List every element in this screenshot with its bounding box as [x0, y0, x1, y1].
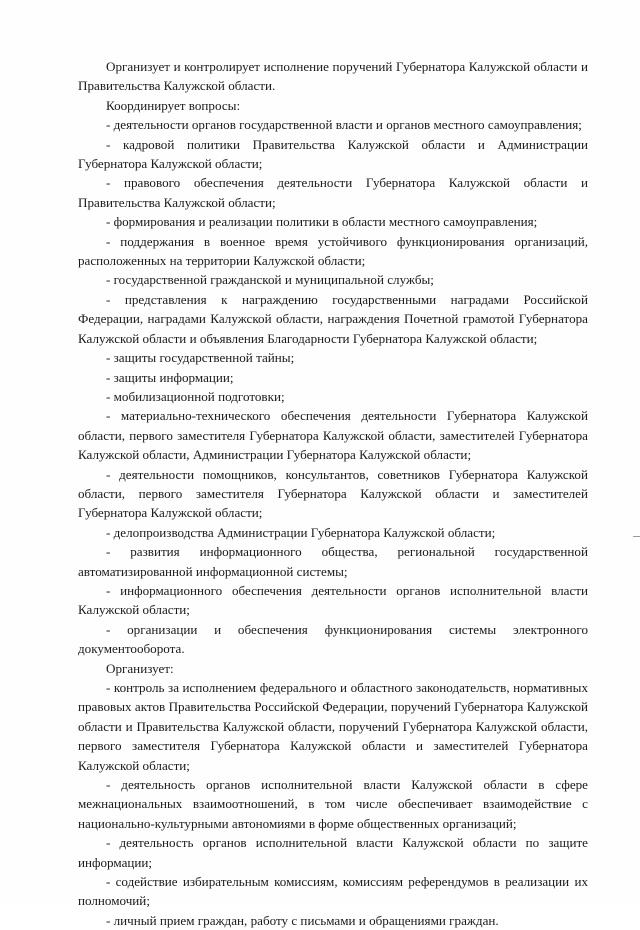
paragraph: - деятельности помощников, консультантов, советников Губернатора Калужской области, первого заместителя Губернатора Калужской области и заместителей Губернатора Калужской области;: [78, 466, 588, 521]
paragraph: - развития информационного общества, региональной государственной автоматизированной информационной системы;: [78, 544, 588, 579]
paragraph: - мобилизационной подготовки;: [106, 388, 285, 404]
paragraph: - поддержания в военное время устойчивого функционирования организаций, расположенных на территории Калужской области;: [78, 233, 588, 269]
paragraph: - личный прием граждан, работу с письмами и обращениями граждан.: [106, 912, 499, 928]
paragraph: - делопроизводства Администрации Губернатора Калужской области;: [106, 524, 496, 540]
paragraph: - защиты информации;: [106, 369, 234, 385]
paragraph: - деятельности органов государственной власти и органов местного самоуправления;: [106, 117, 582, 133]
paragraph: - материально-технического обеспечения деятельности Губернатора Калужской области, первого заместителя Губернатора Калужской области, заместителей Губернатора Калужской области, Администрации Губернатора Калужской области;: [78, 408, 588, 463]
paragraph: - информационного обеспечения деятельности органов исполнительной власти Калужской области;: [78, 582, 588, 618]
paragraph: Координирует вопросы:: [106, 97, 241, 113]
paragraph: - формирования и реализации политики в области местного самоуправления;: [106, 214, 538, 230]
paragraph: Организует и контролирует исполнение поручений Губернатора Калужской области и Правительства Калужской области.: [78, 59, 588, 94]
paragraph: - содействие избирательным комиссиям, комиссиям референдумов в реализации их полномочий;: [78, 874, 588, 909]
paragraph: - деятельность органов исполнительной власти Калужской области в сфере межнациональных взаимоотношений, в том числе обеспечивает взаимодействие с национально-культурными автономиями в форме общественных организаций;: [78, 777, 588, 831]
page-edge-mark: [633, 536, 640, 537]
paragraph: - кадровой политики Правительства Калужской области и Администрации Губернатора Калужской области;: [78, 136, 588, 172]
paragraph: - государственной гражданской и муниципальной службы;: [106, 272, 434, 288]
paragraph: - деятельность органов исполнительной власти Калужской области по защите информации;: [78, 835, 588, 870]
paragraph: - представления к награждению государственными наградами Российской Федерации, наградами Калужской области, награждения Почетной грамотой Губернатора Калужской области и объявления Благодарности Губернатора Калужской области;: [78, 291, 588, 346]
paragraph: - организации и обеспечения функционирования системы электронного документооборота.: [78, 621, 588, 657]
paragraph: - контроль за исполнением федерального и областного законодательств, нормативных правовых актов Правительства Российской Федерации, поручений Губернатора Калужской области и Правительства Калужской области, поручений Губернатора Калужской области, первого заместителя Губернатора Калужской области и заместителей Губернатора Калужской области;: [78, 680, 588, 773]
paragraph: Организует:: [106, 660, 174, 676]
paragraph: - правового обеспечения деятельности Губернатора Калужской области и Правительства Калужской области;: [78, 175, 588, 210]
paragraph: - защиты государственной тайны;: [106, 350, 295, 366]
document-body: [78, 57, 588, 930]
